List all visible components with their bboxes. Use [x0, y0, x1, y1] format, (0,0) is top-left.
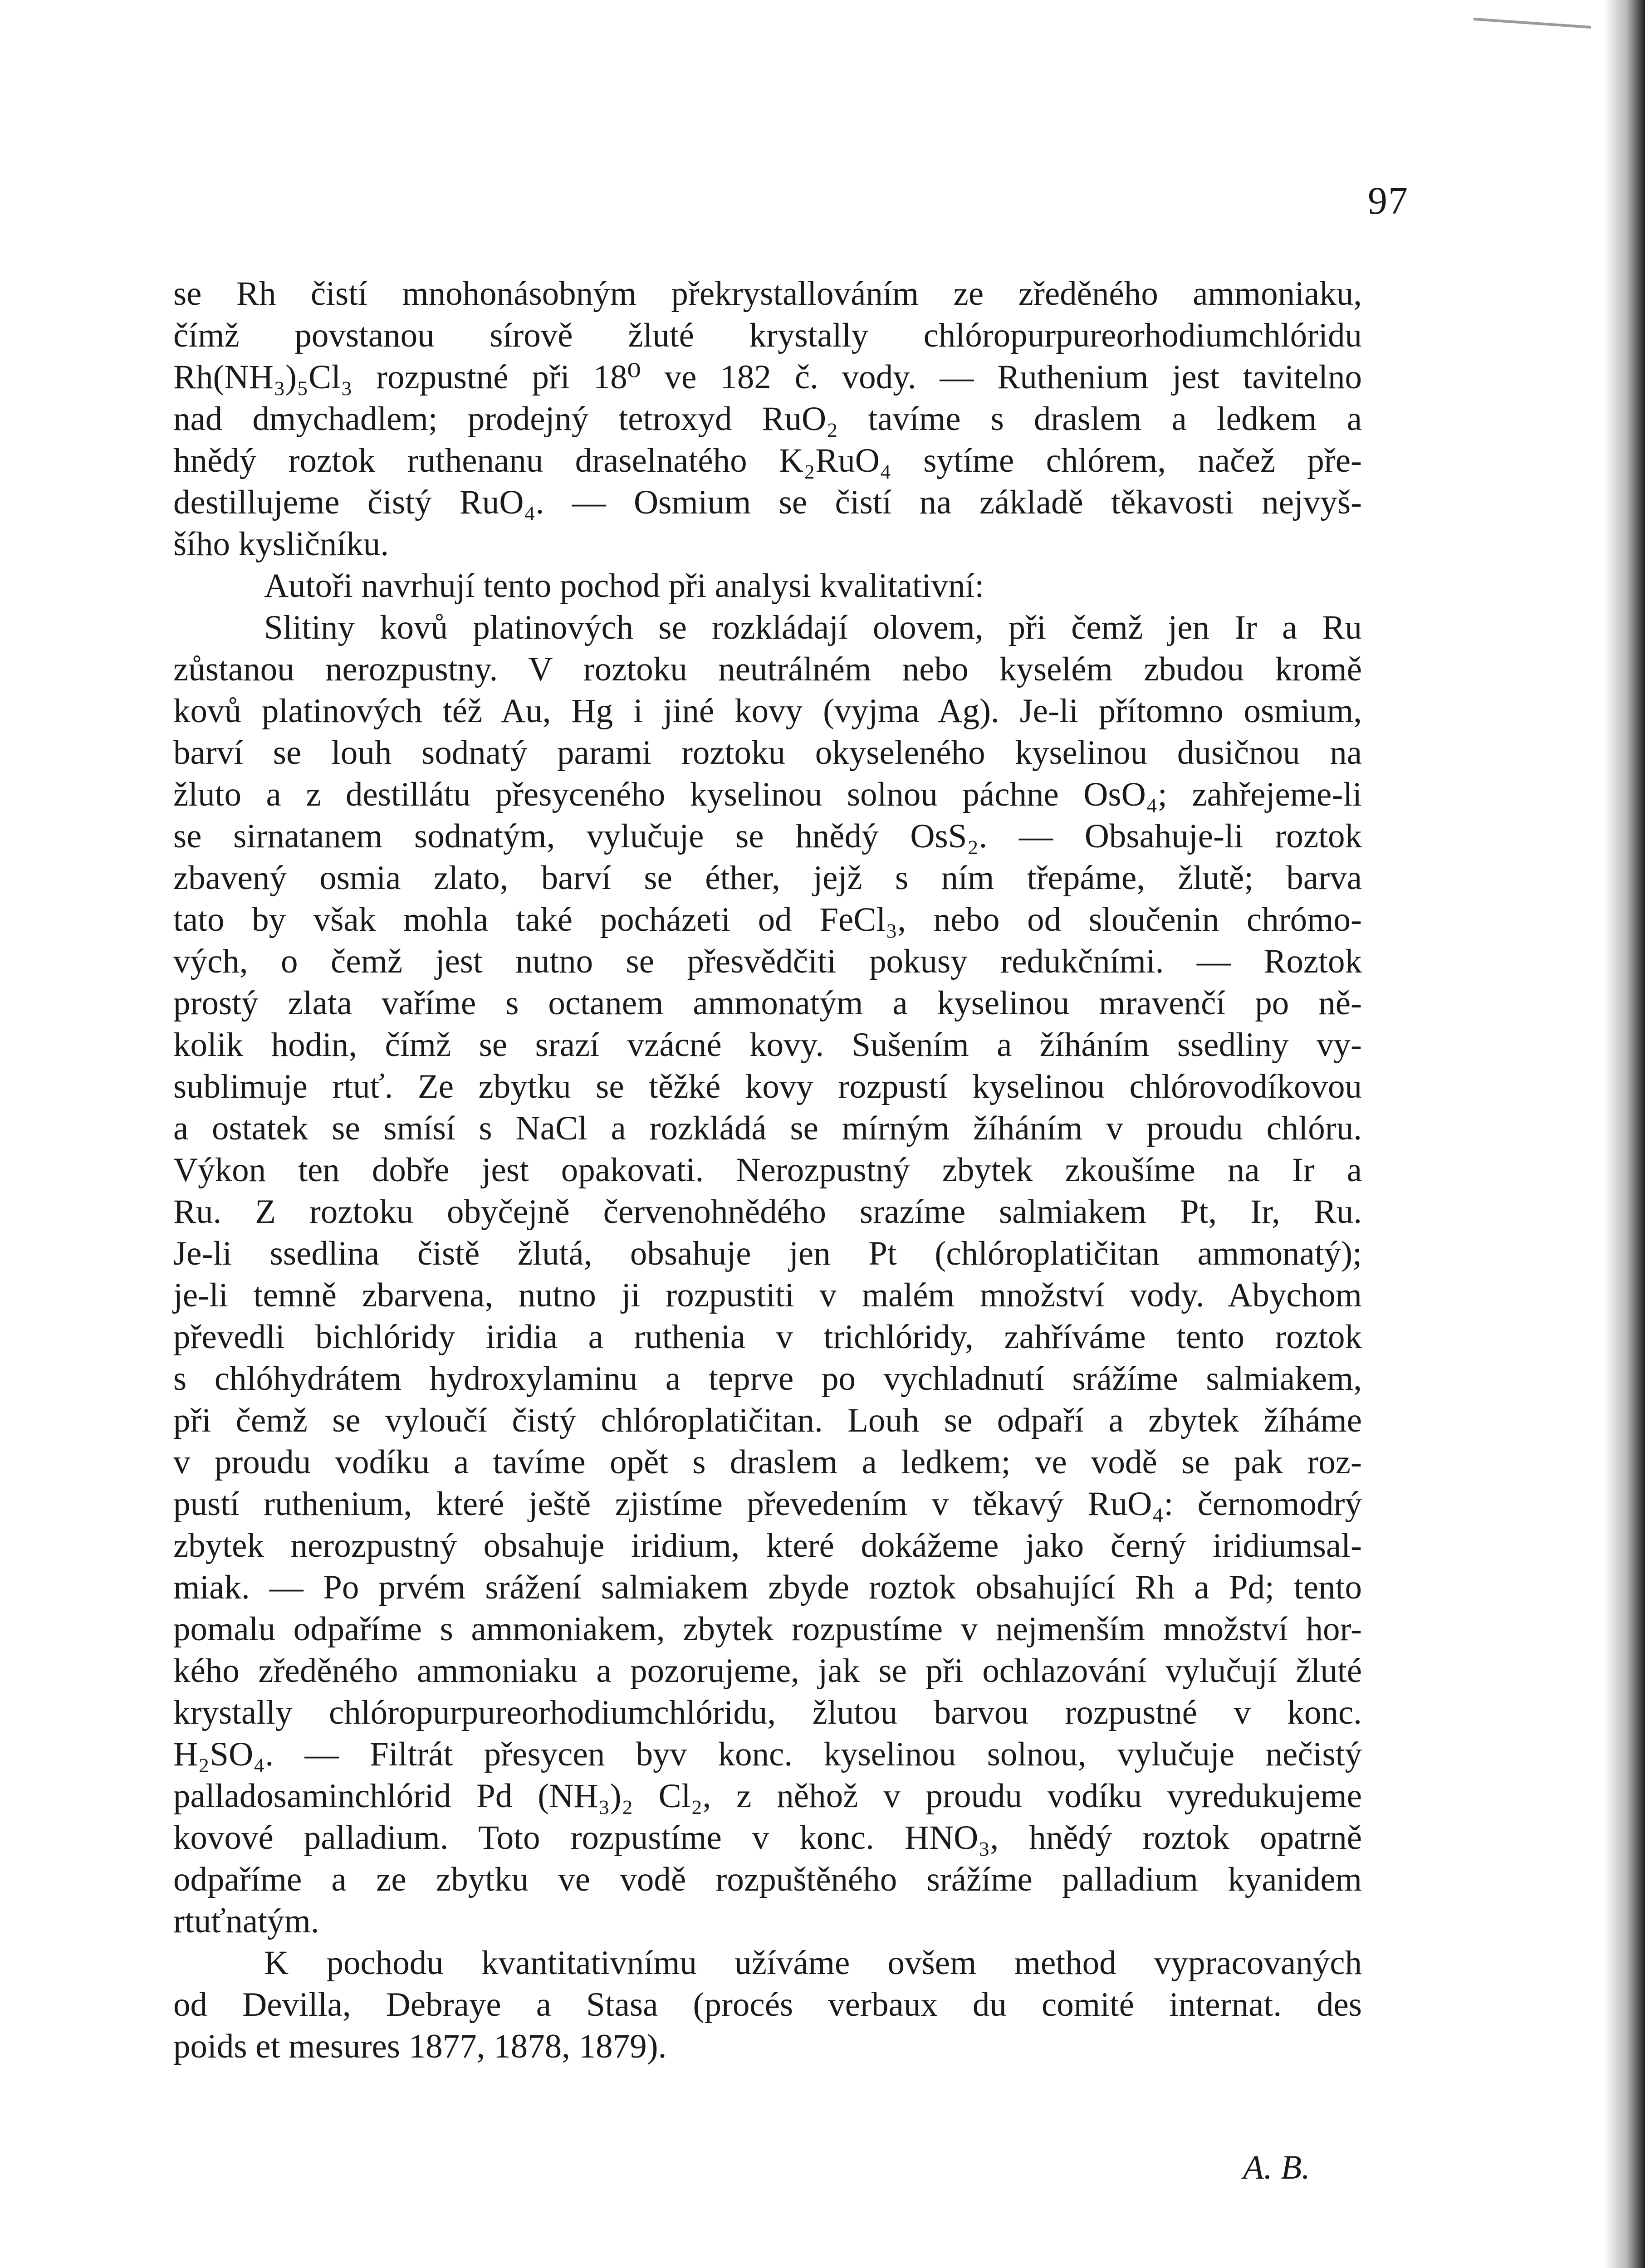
text-line: při čemž se vyloučí čistý chlóroplatičitan. Louh se odpaří a zbytek žíháme	[173, 1402, 1362, 1439]
text-line: zbytek nerozpustný obsahuje iridium, které dokážeme jako černý iridiumsal-	[173, 1527, 1362, 1564]
text-line: kého zředěného ammoniaku a pozorujeme, jak se při ochlazování vylučují žluté	[173, 1652, 1362, 1690]
paragraph-start-line: Autoři navrhují tento pochod při analysi kvalitativní:	[264, 567, 984, 605]
author-signature: A. B.	[1243, 2149, 1310, 2186]
text-line: sublimuje rtuť. Ze zbytku se těžké kovy rozpustí kyselinou chlórovodíkovou	[173, 1068, 1362, 1105]
text-line: H₂SO₄. — Filtrát přesycen byv konc. kyselinou solnou, vylučuje nečistý	[173, 1735, 1362, 1773]
page-edge-shadow	[1604, 0, 1645, 2268]
text-line: a ostatek se smísí s NaCl a rozkládá se mírným žíháním v proudu chlóru.	[173, 1110, 1362, 1147]
text-line: kolik hodin, čímž se srazí vzácné kovy. Sušením a žíháním ssedliny vy-	[173, 1026, 1362, 1064]
paragraph-start-line: Slitiny kovů platinových se rozkládají olovem, při čemž jen Ir a Ru	[264, 609, 1362, 646]
text-line: zbavený osmia zlato, barví se éther, jejž s ním třepáme, žlutě; barva	[173, 859, 1362, 897]
text-line: šího kysličníku.	[173, 525, 389, 563]
text-line: kovů platinových též Au, Hg i jiné kovy (vyjma Ag). Je-li přítomno osmium,	[173, 692, 1362, 730]
text-line: vých, o čemž jest nutno se přesvědčiti pokusy redukčními. — Roztok	[173, 943, 1362, 980]
text-line: čímž povstanou sírově žluté krystally chlóropurpureorhodiumchlóridu	[173, 317, 1362, 354]
text-line: rtuťnatým.	[173, 1902, 319, 1940]
text-line: nad dmychadlem; prodejný tetroxyd RuO₂ tavíme s draslem a ledkem a	[173, 400, 1362, 438]
text-line: Je-li ssedlina čistě žlutá, obsahuje jen Pt (chlóroplatičitan ammonatý);	[173, 1235, 1362, 1272]
body-text	[173, 273, 1362, 2068]
text-line: kovové palladium. Toto rozpustíme v konc. HNO₃, hnědý roztok opatrně	[173, 1819, 1362, 1857]
text-line: pustí ruthenium, které ještě zjistíme převedením v těkavý RuO₄: černomodrý	[173, 1485, 1362, 1523]
text-line: žluto a z destillátu přesyceného kyselinou solnou páchne OsO₄; zahřejeme-li	[173, 776, 1362, 813]
text-line: Ru. Z roztoku obyčejně červenohnědého srazíme salmiakem Pt, Ir, Ru.	[173, 1193, 1362, 1231]
scan-corner-mark	[1472, 18, 1591, 47]
text-line: pomalu odpaříme s ammoniakem, zbytek rozpustíme v nejmenším množství hor-	[173, 1610, 1362, 1648]
text-line: miak. — Po prvém srážení salmiakem zbyde roztok obsahující Rh a Pd; tento	[173, 1569, 1362, 1606]
text-line: se sirnatanem sodnatým, vylučuje se hnědý OsS₂. — Obsahuje-li roztok	[173, 817, 1362, 855]
text-line: Výkon ten dobře jest opakovati. Nerozpustný zbytek zkoušíme na Ir a	[173, 1151, 1362, 1189]
text-line: palladosaminchlórid Pd (NH₃)₂ Cl₂, z něhož v proudu vodíku vyredukujeme	[173, 1777, 1362, 1815]
text-line: prostý zlata vaříme s octanem ammonatým a kyselinou mravenčí po ně-	[173, 984, 1362, 1022]
paragraph-start-line: K pochodu kvantitativnímu užíváme ovšem method vypracovaných	[264, 1944, 1362, 1982]
page-number: 97	[1368, 179, 1409, 222]
text-line: poids et mesures 1877, 1878, 1879).	[173, 2028, 667, 2065]
text-line: krystally chlóropurpureorhodiumchlóridu, žlutou barvou rozpustné v konc.	[173, 1694, 1362, 1731]
text-line: odpaříme a ze zbytku ve vodě rozpuštěného srážíme palladium kyanidem	[173, 1861, 1362, 1898]
text-line: s chlóhydrátem hydroxylaminu a teprve po vychladnutí srážíme salmiakem,	[173, 1360, 1362, 1398]
text-line: od Devilla, Debraye a Stasa (procés verbaux du comité internat. des	[173, 1986, 1362, 2024]
text-line: Rh(NH₃)₅Cl₃ rozpustné při 18⁰ ve 182 č. vody. — Ruthenium jest tavitelno	[173, 358, 1362, 396]
text-line: zůstanou nerozpustny. V roztoku neutrálném nebo kyselém zbudou kromě	[173, 650, 1362, 688]
text-line: barví se louh sodnatý parami roztoku okyseleného kyselinou dusičnou na	[173, 734, 1362, 772]
text-line: v proudu vodíku a tavíme opět s draslem a ledkem; ve vodě se pak roz-	[173, 1443, 1362, 1481]
text-line: destillujeme čistý RuO₄. — Osmium se čistí na základě těkavosti nejvyš-	[173, 484, 1362, 521]
text-line: je-li temně zbarvena, nutno ji rozpustiti v malém množství vody. Abychom	[173, 1276, 1362, 1314]
text-line: hnědý roztok ruthenanu draselnatého K₂RuO₄ sytíme chlórem, načež pře-	[173, 442, 1362, 479]
text-line: tato by však mohla také pocházeti od FeCl₃, nebo od sloučenin chrómo-	[173, 901, 1362, 938]
text-line: převedli bichlóridy iridia a ruthenia v trichlóridy, zahříváme tento roztok	[173, 1318, 1362, 1356]
text-line: se Rh čistí mnohonásobným překrystallováním ze zředěného ammoniaku,	[173, 275, 1362, 313]
